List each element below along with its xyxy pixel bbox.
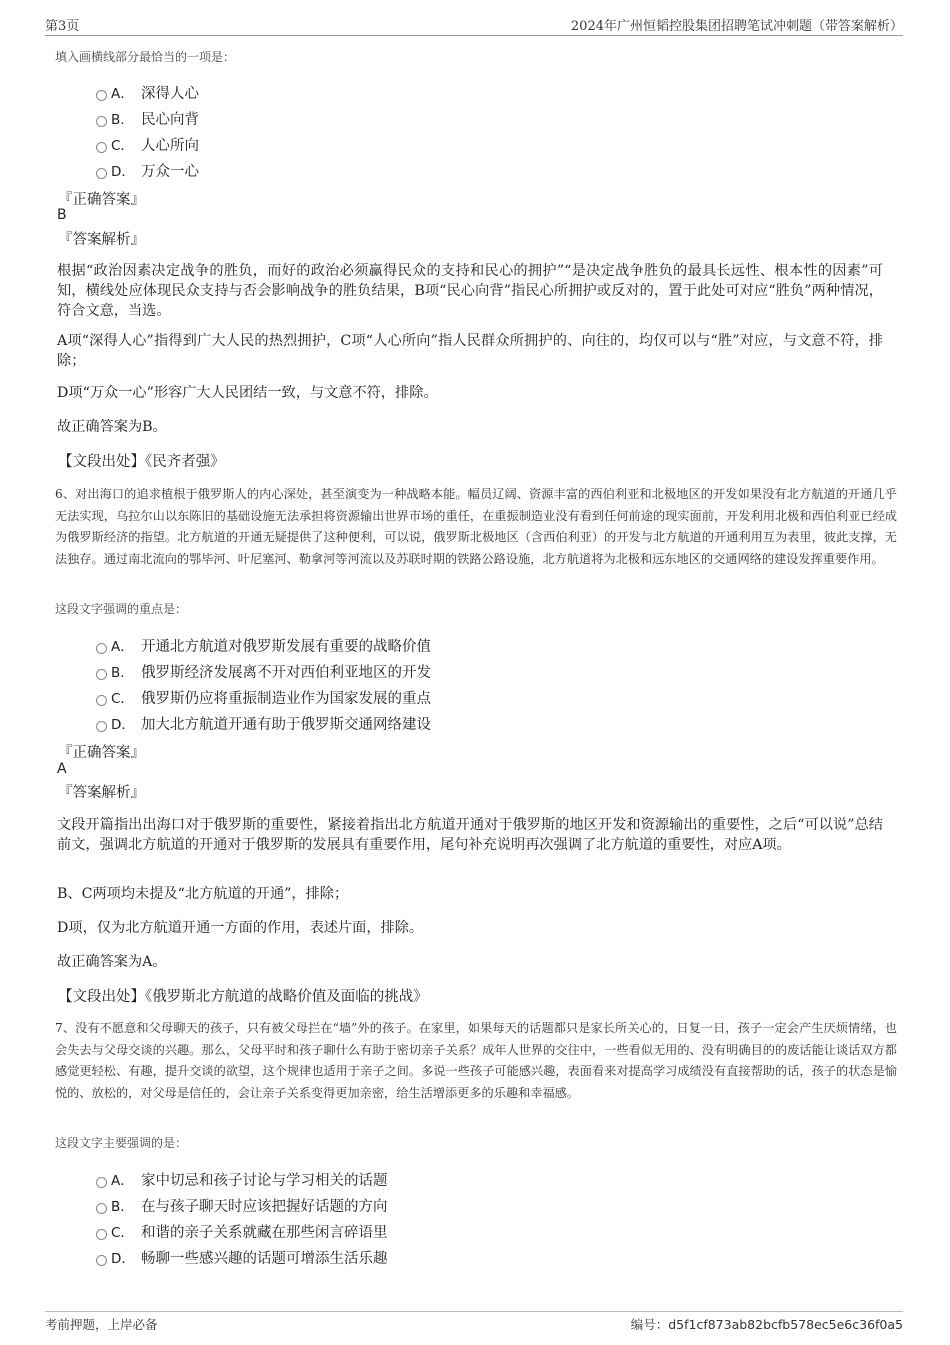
q6-analysis-para-3: D项，仅为北方航道开通一方面的作用，表述片面，排除。 bbox=[57, 920, 424, 936]
q5-analysis-para-2: A项“深得人心”指得到广大人民的热烈拥护，C项“人心所向”指人民群众所拥护的、向往的，均仅可以与“胜”对应，与文意不符，排除； bbox=[57, 333, 883, 369]
q7-option-b[interactable]: B. 在与孩子聊天时应该把握好话题的方向 bbox=[96, 1195, 388, 1219]
q7-question-text: 7、没有不愿意和父母聊天的孩子，只有被父母拦在“墙”外的孩子。在家里，如果每天的话题都只是家长所关心的，日复一日，孩子一定会产生厌烦情绪，也会失去与父母交谈的兴趣。那么，父母平时和孩子聊什么有助于密切亲子关系？成年人世界的交往中，一些看似无用的、没有明确目的的废话能让谈话双方都感觉更轻松、有趣，提升交谈的欲望，这个规律也适用于亲子之间。多说一些孩子可能感兴趣，表面看来对提高学习成绩没有直接帮助的话，孩子的状态是愉悦的、放松的，对父母是信任的，会让亲子关系变得更加亲密，给生活增添更多的乐趣和幸福感。 bbox=[55, 1021, 897, 1100]
q6-source: 【文段出处】《俄罗斯北方航道的战略价值及面临的挑战》 bbox=[58, 989, 428, 1005]
q5-option-b[interactable]: B. 民心向背 bbox=[96, 108, 199, 132]
q5-analysis-para-1: 根据“政治因素决定战争的胜负，而好的政治必须赢得民众的支持和民心的拥护”“是决定战争胜负的最具长远性、根本性的因素”可知，横线处应体现民众支持与否会影响战争的胜负结果，B项“民心向背”指民心所拥护或反对的，置于此处可对应“胜负”两种情况，符合文意，当选。 bbox=[57, 263, 883, 319]
radio-icon[interactable] bbox=[96, 721, 107, 732]
q5-answer: B bbox=[57, 207, 67, 223]
document-title: 2024年广州恒韬控股集团招聘笔试冲刺题（带答案解析） bbox=[570, 19, 903, 34]
q7-option-d[interactable]: D． 畅聊一些感兴趣的话题可增添生活乐趣 bbox=[96, 1247, 388, 1271]
footer-slogan: 考前押题，上岸必备 bbox=[45, 1317, 158, 1332]
q6-analysis-para-4: 故正确答案为A。 bbox=[57, 954, 167, 970]
q6-prompt: 这段文字强调的重点是： bbox=[55, 602, 188, 616]
radio-icon[interactable] bbox=[96, 1229, 107, 1240]
q6-answer-label: 『正确答案』 bbox=[58, 745, 145, 761]
q5-analysis-label: 『答案解析』 bbox=[58, 232, 145, 248]
q6-option-b[interactable]: B. 俄罗斯经济发展离不开对西伯利亚地区的开发 bbox=[96, 661, 431, 685]
q6-analysis-label: 『答案解析』 bbox=[58, 785, 145, 801]
q5-analysis-para-4: 故正确答案为B。 bbox=[57, 419, 167, 435]
radio-icon[interactable] bbox=[96, 695, 107, 706]
page-header bbox=[45, 15, 903, 36]
q6-question-text: 6、对出海口的追求植根于俄罗斯人的内心深处，甚至演变为一种战略本能。幅员辽阔、资源丰富的西伯利亚和北极地区的开发如果没有北方航道的开通几乎无法实现，乌拉尔山以东陈旧的基础设施无法承担将资源输出世界市场的重任，在重振制造业没有看到任何前途的现实面前，开发利用北极和西伯利亚已经成为俄罗斯经济的指望。北方航道的开通无疑提供了这种便利，可以说，俄罗斯北极地区（含西伯利亚）的开发与北方航道的开通利用互为表里，彼此支撑，无法独存。通过南北流向的鄂毕河、叶尼塞河、勒拿河等河流以及苏联时期的铁路公路设施，北方航道将为北极和远东地区的交通网络的建设发挥重要作用。 bbox=[55, 487, 897, 566]
radio-icon[interactable] bbox=[96, 643, 107, 654]
q5-source: 【文段出处】《民齐者强》 bbox=[58, 454, 225, 470]
q6-option-d[interactable]: D． 加大北方航道开通有助于俄罗斯交通网络建设 bbox=[96, 713, 431, 737]
page-footer bbox=[45, 1311, 903, 1335]
q5-option-d[interactable]: D． 万众一心 bbox=[96, 160, 199, 184]
q6-analysis-para-1: 文段开篇指出出海口对于俄罗斯的重要性，紧接着指出北方航道开通对于俄罗斯的地区开发和资源输出的重要性，之后“可以说”总结前文，强调北方航道的开通对于俄罗斯的发展具有重要作用，尾句补充说明再次强调了北方航道的重要性，对应A项。 bbox=[57, 817, 883, 853]
q7-option-c[interactable]: C． 和谐的亲子关系就藏在那些闲言碎语里 bbox=[96, 1221, 388, 1245]
q6-answer: A bbox=[57, 761, 67, 777]
q7-option-a[interactable]: A． 家中切忌和孩子讨论与学习相关的话题 bbox=[96, 1169, 388, 1193]
radio-icon[interactable] bbox=[96, 142, 107, 153]
radio-icon[interactable] bbox=[96, 1203, 107, 1214]
radio-icon[interactable] bbox=[96, 168, 107, 179]
q5-analysis-para-3: D项“万众一心”形容广大人民团结一致，与文意不符，排除。 bbox=[57, 385, 438, 401]
q6-option-a[interactable]: A． 开通北方航道对俄罗斯发展有重要的战略价值 bbox=[96, 635, 431, 659]
page-number: 第3页 bbox=[45, 19, 80, 34]
radio-icon[interactable] bbox=[96, 1177, 107, 1188]
radio-icon[interactable] bbox=[96, 90, 107, 101]
q5-answer-label: 『正确答案』 bbox=[58, 192, 145, 208]
document-id: 编号：d5f1cf873ab82bcfb578ec5e6c36f0a5 bbox=[630, 1317, 903, 1332]
radio-icon[interactable] bbox=[96, 116, 107, 127]
q6-option-c[interactable]: C． 俄罗斯仍应将重振制造业作为国家发展的重点 bbox=[96, 687, 431, 711]
q6-analysis-para-2: B、C两项均未提及“北方航道的开通”，排除； bbox=[57, 886, 349, 902]
radio-icon[interactable] bbox=[96, 1255, 107, 1266]
q5-option-c[interactable]: C． 人心所向 bbox=[96, 134, 199, 158]
radio-icon[interactable] bbox=[96, 669, 107, 680]
q7-prompt: 这段文字主要强调的是： bbox=[55, 1136, 188, 1150]
q5-option-a[interactable]: A． 深得人心 bbox=[96, 82, 199, 106]
q5-prompt: 填入画横线部分最恰当的一项是： bbox=[55, 50, 236, 64]
